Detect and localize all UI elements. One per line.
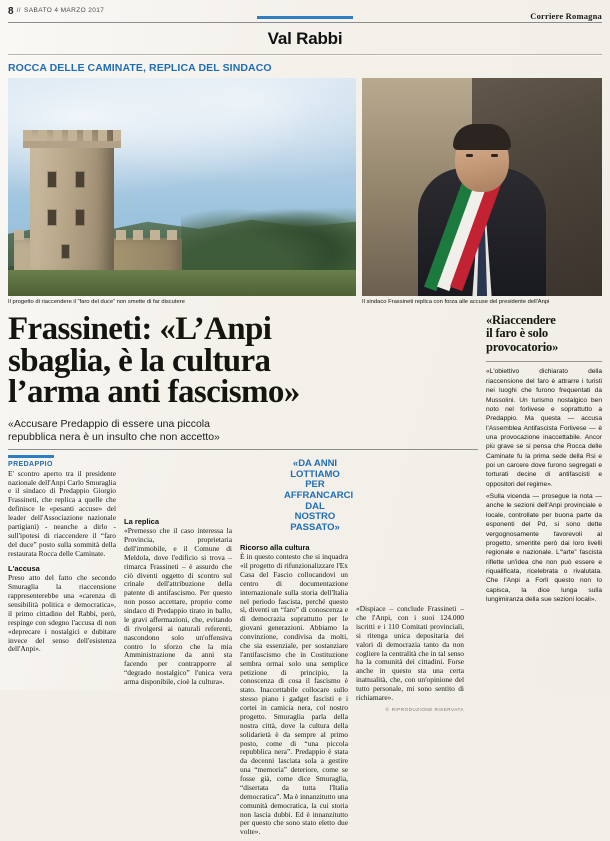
deck-line-1: «Accusare Predappio di essere una piccola <box>8 417 210 430</box>
issue-date: SABATO 4 MARZO 2017 <box>23 6 105 14</box>
overline-accent-bar <box>8 455 54 458</box>
article-column-4 <box>356 455 464 841</box>
tower-window <box>76 172 84 187</box>
portrait-eye <box>491 154 498 157</box>
rail-paragraph: «Sulla vicenda — prosegue la nota — anche le sezioni dell'Anpi provinciale e locale, controllate per buona parte da esponenti del Pd, si sono dette vergognosamente favorevoli al progetto, smentite però dai loro livelli regionale e nazionale. L'“arte” fascista riflette un'idea che non può essere e riqualificata, ricelebrata o rivalutata. Che l'Anpi a Forlì questo non lo capisca, la dice lunga sulla lungimiranza della sue sezioni locali». <box>486 493 602 604</box>
headline-line-3: l’arma anti fascismo» <box>8 374 300 411</box>
article-block <box>8 308 478 841</box>
article-overline: PREDAPPIO <box>8 460 53 468</box>
rail-headline-line-1: «Riaccendere <box>486 312 556 327</box>
portrait-eye <box>466 154 473 157</box>
deck-divider <box>8 449 478 450</box>
photo-mayor-frassineti <box>362 78 602 296</box>
pullquote-wrap <box>282 457 354 536</box>
tower-window <box>48 210 56 225</box>
copyright-icon: © <box>385 706 390 712</box>
article-subhead-accusa: L'accusa <box>8 564 40 574</box>
copyright-credit <box>356 707 464 712</box>
headline-line-2: sbaglia, è la cultura <box>8 342 271 379</box>
article-paragraph: È in questo contesto che si inquadra «il progetto di rifunzionalizzare l'Ex Casa del Fascio collocandovi un centro di documentazione internazionale sulla storia dell'Italia nel periodo fascista, perché questo sì, diventi un “faro” di conoscenza e di democrazia soprattutto per le giovani generazioni. Abbiamo la convinzione, condivisa da molti, che sia essenziale, per sostanziare l'antifascismo che in Costituzione sembra ormai solo una semplice petizione di principio, la conoscenza di cosa il fascismo è stato. Inaccettabile collocare sullo stesso piano i gadget fascisti e i cortei in camicia nera, col nostro progetto. Smuraglia parla della nostra città, dove la cultura della solidarietà è da sempre al primo posto, come di “una piccola repubblica nera”. Predappio è stata da decenni lasciata sola a gestire una “memoria” deteriore, come se fosse già, come dice Smuraglia, “disertata da tutta l'Italia democratica”. Ma è innanzitutto una comunità democratica, la cui storia non lascia dubbi. Ed è innanzitutto per questo che sono stato eletto due volte». <box>240 552 348 837</box>
castle-tower <box>30 130 114 280</box>
sidebar-rail <box>486 308 602 841</box>
article-subhead-cultura: Ricorso alla cultura <box>240 543 310 553</box>
section-title: Val Rabbi <box>267 29 343 48</box>
rail-divider <box>486 361 602 362</box>
deck-line-2: repubblica nera è un insulto che non accetto» <box>8 431 220 444</box>
photo-caption-right: Il sindaco Frassineti replica con forza alle accuse del presidente dell'Anpi <box>362 299 550 305</box>
masthead-separator: // <box>16 6 21 14</box>
tower-window <box>48 172 56 187</box>
photo-caption-left: Il progetto di riaccendere il “faro del duce” non smette di far discutere <box>8 299 185 305</box>
rail-headline-line-2: il faro è solo <box>486 326 548 341</box>
main-headline <box>8 308 478 409</box>
publication-brand: Corriere Romagna <box>530 11 602 21</box>
photo-row <box>8 78 602 306</box>
portrait-hair <box>453 124 511 150</box>
article-pullquote: «DA ANNI LOTTIAMO PER AFFRANCARCI DAL NOSTRO PASSATO» <box>284 458 354 533</box>
article-column-1 <box>8 455 116 841</box>
photo-column-left <box>8 78 356 306</box>
tower-window <box>62 245 69 258</box>
rail-headline <box>486 314 602 355</box>
photo-rocca-delle-caminate <box>8 78 356 296</box>
foreground-grass <box>8 270 356 296</box>
rail-headline-line-3: provocatorio» <box>486 339 559 354</box>
article-column-2 <box>124 455 232 841</box>
page-number: 8 <box>8 5 14 17</box>
article-paragraph: «Dispiace – conclude Frassineti – che l'Anpi, con i suoi 124.000 iscritti e i 110 Comitati provinciali, si ritenga unica depositaria dei valori di democrazia tanto da non cogliere la centralità che in tal senso ha la comunità dei cittadini. Forse anche in questo sta una certa inattualità, che, con un'opinione del tutto personale, mi sono sentito di richiamare». <box>356 604 464 702</box>
masthead-accent-rule <box>257 16 353 19</box>
masthead <box>8 0 602 23</box>
article-columns <box>8 455 478 841</box>
copyright-text: RIPRODUZIONE RISERVATA <box>391 706 464 712</box>
tower-window <box>76 210 84 225</box>
article-paragraph: E' scontro aperto tra il presidente nazionale dell'Anpi Carlo Smuraglia e il sindaco di Predappio Giorgio Frassineti, che replica a quelle che definisce le «pesanti accuse» del leader dell'Associazione nazionale partigiani) - neanche a dirlo - sull'ipotesi di riaccendere il “faro del duce” posto sulla sommità della restaurata Rocca delle Caminate. <box>8 468 116 558</box>
article-paragraph: Preso atto del fatto che secondo Smuraglia la riaccensione rappresenterebbe una «carenza di sensibilità politica e democratica», il primo cittadino del Rabbi, però, respinge con sdegno l'accusa di non «deprecare i nostalgici e dubitare invece del senso dell'esistenza dell'Anpi». <box>8 573 116 654</box>
article-column-3 <box>240 455 354 841</box>
article-deck <box>8 409 478 449</box>
article-paragraph: «Premesso che il caso interessa la Provincia, proprietaria dell'immobile, e il Comune di Meldola, dove l'edificio si trova – rimarca Frassineti – è assurdo che ciò diventi oggetto di scontro sul crinale dell'attribuzione della patente di antifascismo. Per questo non posso accettare, proprio come sindaco di Predappio tirato in ballo, le gravi affermazioni, che, evitando di rivolgersi ai naturali referenti, nascondono solo un'offensiva contro lo sforzo che la mia Amministrazione da anni sta facendo per contrapporre al “degrado nostalgico” l'unica vera arma disponibile, cioè la cultura». <box>124 526 232 687</box>
rail-paragraph: «L'obiettivo dichiarato della riaccensione del faro è attrarre i turisti nei luoghi che furono frequentati da Mussolini. Un turismo nostalgico ben noto nel forlivese e soprattutto a Predappio. Ma questa — accusa l'Assemblea Antifascista Forlivese — è una provocazione inaccettabile. Ancor più grave se si pensa che Rocca delle Caminate fu la prima sede della Rsi e poi un carcere dove furono segregati e torturati decine di antifascisti e oppositori del regime». <box>486 368 602 488</box>
headline-line-1: Frassineti: «L’Anpi <box>8 310 272 347</box>
main-content-area <box>8 308 602 841</box>
portrait-tricolour-sash <box>426 178 538 296</box>
section-divider <box>8 54 602 55</box>
story-kicker: ROCCA DELLE CAMINATE, REPLICA DEL SINDACO <box>8 62 272 74</box>
article-subhead-replica: La replica <box>124 517 160 527</box>
photo-column-right <box>362 78 602 306</box>
